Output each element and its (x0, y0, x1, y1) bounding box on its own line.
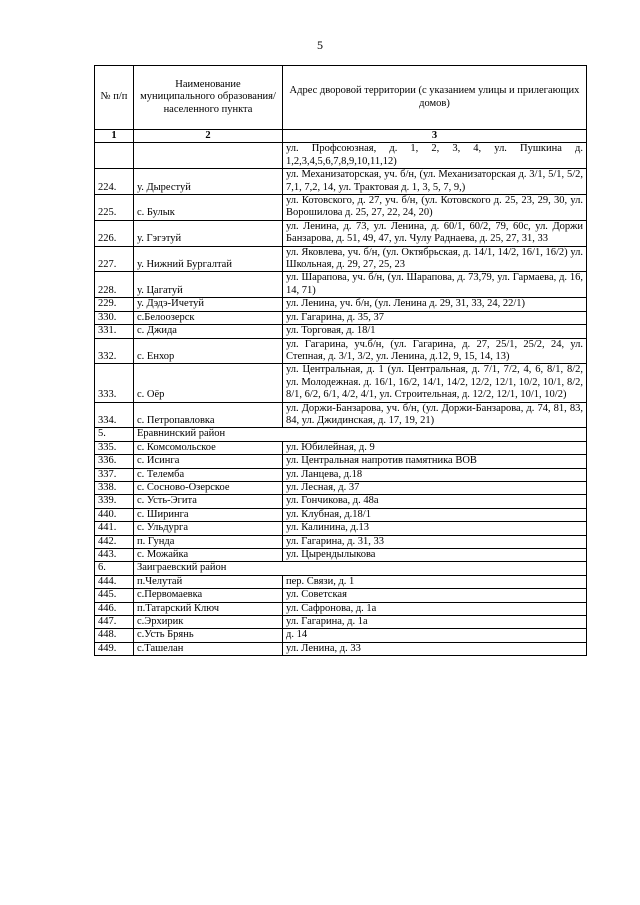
column-number: 1 (95, 130, 134, 143)
settlement-name: п. Гунда (134, 535, 283, 548)
yard-address: ул. Механизаторская, уч. б/н, (ул. Механизаторская д. 3/1, 5/1, 5/2, 7,1, 7,2, 14, ул. Трактовая д. 1, 3, 5, 7, 9,) (283, 169, 587, 195)
yard-address: ул. Профсоюзная, д. 1, 2, 3, 4, ул. Пушкина д. 1,2,3,4,5,6,7,8,9,10,11,12) (283, 143, 587, 169)
settlement-name: с. Петропавловка (134, 402, 283, 428)
settlement-name: с. Комсомольское (134, 441, 283, 454)
yard-address: ул. Шарапова, уч. б/н, (ул. Шарапова, д. 73,79, ул. Гармаева, д. 16, 14, 71) (283, 272, 587, 298)
table-row (95, 195, 587, 221)
yard-address: ул. Ленина, уч. б/н, (ул. Ленина д. 29, 31, 33, 24, 22/1) (283, 298, 587, 311)
settlement-name: с. Ульдурга (134, 522, 283, 535)
row-number: 335. (95, 441, 134, 454)
yard-address: ул. Цырендылыкова (283, 549, 587, 562)
row-number: 446. (95, 602, 134, 615)
column-number: 2 (134, 130, 283, 143)
yard-address: д. 14 (283, 629, 587, 642)
header-number: № п/п (95, 66, 134, 130)
yard-address: ул. Яковлева, уч. б/н, (ул. Октябрьская, д. 14/1, 14/2, 16/1, 16/2) ул. Школьная, д. 29, 27, 25, 23 (283, 246, 587, 272)
row-number: 444. (95, 575, 134, 588)
row-number: 443. (95, 549, 134, 562)
yard-address: ул. Гагарина, д. 31, 33 (283, 535, 587, 548)
table-row (95, 441, 587, 454)
section-row (95, 562, 587, 575)
settlement-name: п.Татарский Ключ (134, 602, 283, 615)
yard-address: пер. Связи, д. 1 (283, 575, 587, 588)
settlement-name: с. Телемба (134, 468, 283, 481)
table-row (95, 602, 587, 615)
row-number: 224. (95, 169, 134, 195)
settlement-name: у. Дэдэ-Ичетуй (134, 298, 283, 311)
header-address: Адрес дворовой территории (с указанием улицы и прилегающих домов) (283, 66, 587, 130)
settlement-name: с. Усть-Эгита (134, 495, 283, 508)
row-number: 440. (95, 508, 134, 521)
table-row (95, 508, 587, 521)
row-number: 225. (95, 195, 134, 221)
settlement-name: с. Можайка (134, 549, 283, 562)
table-row (95, 298, 587, 311)
table-row (95, 455, 587, 468)
settlement-name: у. Дырестуй (134, 169, 283, 195)
row-number: 336. (95, 455, 134, 468)
yard-address: ул. Центральная напротив памятника ВОВ (283, 455, 587, 468)
table-row (95, 364, 587, 402)
table-row (95, 402, 587, 428)
header-municipality: Наименование муниципального образования/населенного пункта (134, 66, 283, 130)
table-row (95, 481, 587, 494)
yard-address: ул. Гагарина, д. 1а (283, 616, 587, 629)
section-title: Еравнинский район (134, 428, 587, 441)
section-title: Заиграевский район (134, 562, 587, 575)
yard-address: ул. Доржи-Банзарова, уч. б/н, (ул. Доржи-Банзарова, д. 74, 81, 83, 84, ул. Джидинская, д. 17, 19, 21) (283, 402, 587, 428)
settlement-name (134, 143, 283, 169)
section-row (95, 428, 587, 441)
row-number: 226. (95, 220, 134, 246)
table-row (95, 246, 587, 272)
yard-address: ул. Центральная, д. 1 (ул. Центральная, д. 7/1, 7/2, 4, 6, 8/1, 8/2, ул. Молодежная. д. 16/1, 16/2, 14/1, 14/2, 12/2, 12/1, 10/2, 10/1, 8/2, 8/1, 6/2, 6/1, 4/2, 4/1, ул. Строительная, д. 12/2, 12/1, 10/1, 10/2) (283, 364, 587, 402)
row-number: 334. (95, 402, 134, 428)
row-number: 338. (95, 481, 134, 494)
row-number: 447. (95, 616, 134, 629)
settlement-name: с.Ташелан (134, 642, 283, 655)
row-number: 229. (95, 298, 134, 311)
yard-address: ул. Гагарина, уч.б/н, (ул. Гагарина, д. 27, 25/1, 25/2, 24, ул. Степная, д. 3/1, 3/2, ул. Ленина, д.12, 9, 15, 14, 13) (283, 338, 587, 364)
row-number: 228. (95, 272, 134, 298)
table-row (95, 338, 587, 364)
page-number: 5 (317, 38, 323, 52)
table-row (95, 549, 587, 562)
settlement-name: с.Усть Брянь (134, 629, 283, 642)
row-number: 333. (95, 364, 134, 402)
section-number: 5. (95, 428, 134, 441)
yard-address: ул. Гагарина, д. 35, 37 (283, 311, 587, 324)
settlement-name: у. Нижний Бургалтай (134, 246, 283, 272)
yard-address: ул. Ланцева, д.18 (283, 468, 587, 481)
table-row (95, 468, 587, 481)
yard-address: ул. Ленина, д. 73, ул. Ленина, д. 60/1, 60/2, 79, 60с, ул. Доржи Банзарова, д. 51, 49, 47, ул. Чулу Раднаева, д. 25, 27, 31, 33 (283, 220, 587, 246)
column-number: 3 (283, 130, 587, 143)
table-row (95, 522, 587, 535)
settlement-name: с. Оёр (134, 364, 283, 402)
row-number: 337. (95, 468, 134, 481)
row-number: 448. (95, 629, 134, 642)
row-number: 332. (95, 338, 134, 364)
settlement-name: с.Эрхирик (134, 616, 283, 629)
column-numbers-row (95, 130, 587, 143)
table-row (95, 143, 587, 169)
row-number (95, 143, 134, 169)
settlement-name: с.Белоозерск (134, 311, 283, 324)
table-row (95, 642, 587, 655)
settlement-name: с. Булык (134, 195, 283, 221)
row-number: 449. (95, 642, 134, 655)
yard-address: ул. Советская (283, 589, 587, 602)
table-row (95, 629, 587, 642)
row-number: 330. (95, 311, 134, 324)
settlement-name: с. Сосново-Озерское (134, 481, 283, 494)
table-row (95, 220, 587, 246)
table-row (95, 616, 587, 629)
yard-address: ул. Калинина, д.13 (283, 522, 587, 535)
row-number: 445. (95, 589, 134, 602)
table-row (95, 311, 587, 324)
settlement-name: у. Цагатуй (134, 272, 283, 298)
settlement-name: у. Гэгэтуй (134, 220, 283, 246)
table-header-row (95, 66, 587, 130)
table-row (95, 495, 587, 508)
settlement-name: с. Енхор (134, 338, 283, 364)
row-number: 442. (95, 535, 134, 548)
settlement-name: п.Челутай (134, 575, 283, 588)
row-number: 339. (95, 495, 134, 508)
yard-address: ул. Клубная, д.18/1 (283, 508, 587, 521)
yard-address: ул. Котовского, д. 27, уч. б/н, (ул. Котовского д. 25, 23, 29, 30, ул. Ворошилова д. 25, 27, 22, 24, 20) (283, 195, 587, 221)
row-number: 441. (95, 522, 134, 535)
table-row (95, 589, 587, 602)
section-number: 6. (95, 562, 134, 575)
table-row (95, 272, 587, 298)
yard-address: ул. Сафронова, д. 1а (283, 602, 587, 615)
settlement-name: с. Исинга (134, 455, 283, 468)
row-number: 331. (95, 325, 134, 338)
table-row (95, 169, 587, 195)
yard-address: ул. Торговая, д. 18/1 (283, 325, 587, 338)
row-number: 227. (95, 246, 134, 272)
settlement-name: с.Первомаевка (134, 589, 283, 602)
settlement-name: с. Джида (134, 325, 283, 338)
yard-address: ул. Гончикова, д. 48а (283, 495, 587, 508)
table-row (95, 535, 587, 548)
settlement-name: с. Ширинга (134, 508, 283, 521)
table-row (95, 325, 587, 338)
address-table (94, 65, 587, 656)
yard-address: ул. Ленина, д. 33 (283, 642, 587, 655)
table-body (95, 130, 587, 656)
table-row (95, 575, 587, 588)
yard-address: ул. Лесная, д. 37 (283, 481, 587, 494)
yard-address: ул. Юбилейная, д. 9 (283, 441, 587, 454)
